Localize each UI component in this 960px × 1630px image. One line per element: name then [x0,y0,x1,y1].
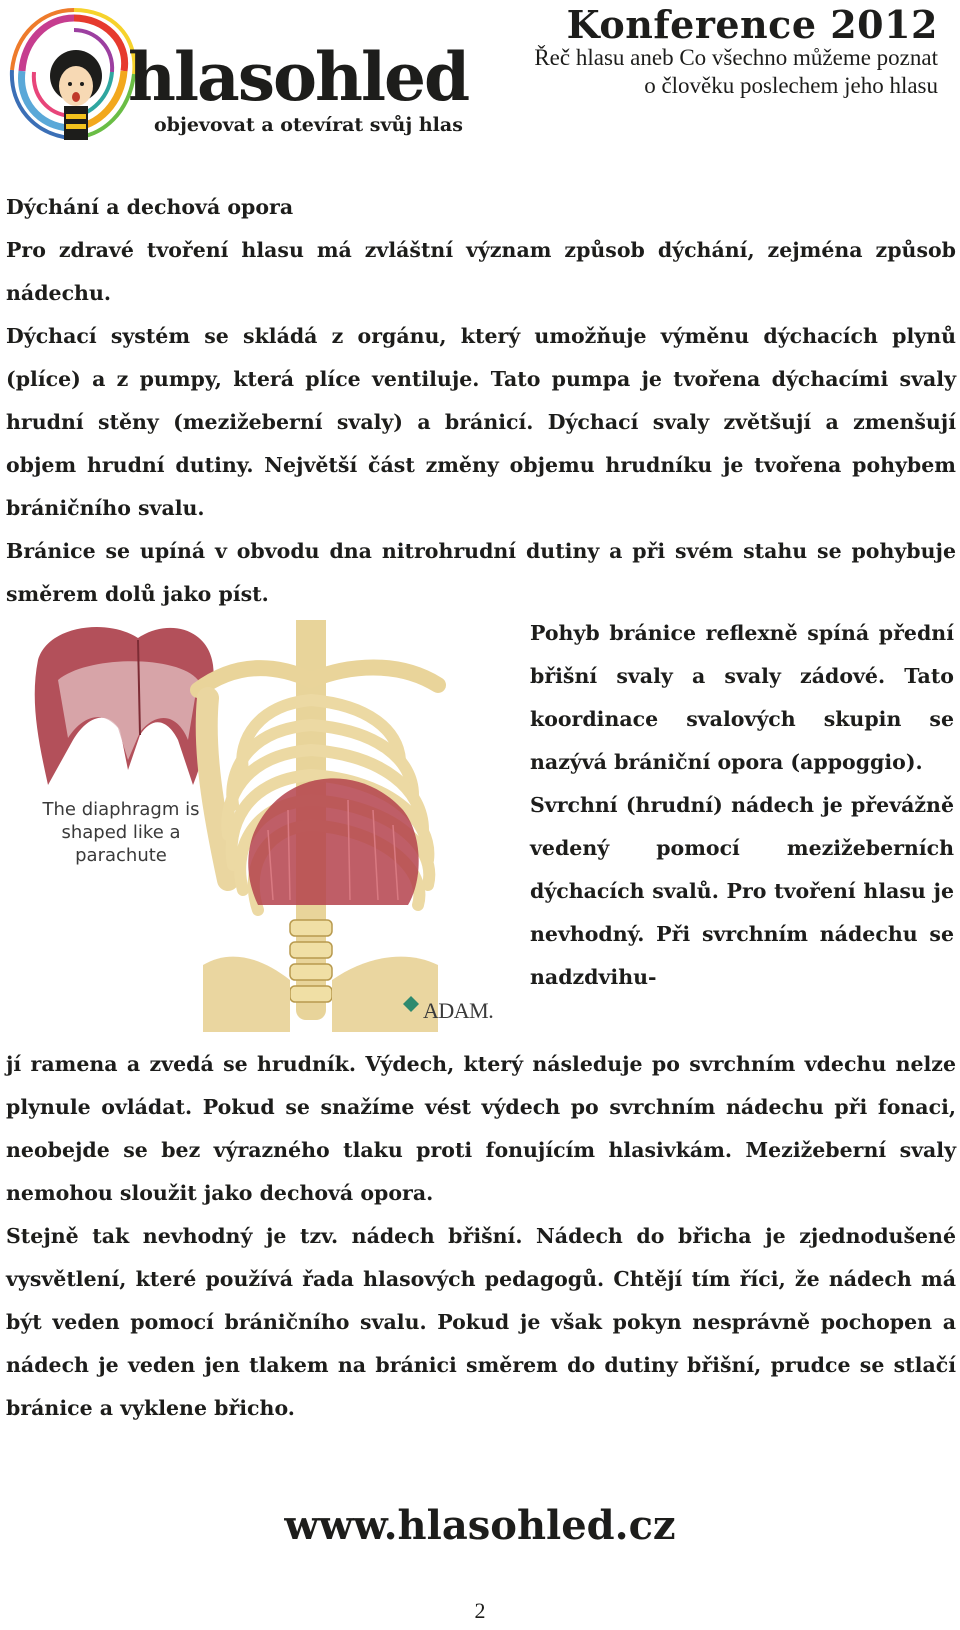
article-side-text [530,612,954,999]
footer-website-link[interactable]: www.hlasohled.cz [284,1502,676,1549]
ribcage-skeleton-icon [198,620,438,1032]
paragraph: Dýchací systém se skládá z orgánu, který umožňuje výměnu dýchacích plynů (plíce) a z pumpy, která plíce ventiluje. Tato pumpa je tvořena dýchacími svaly hrudní stěny (mezižeberní svaly) a bránicí. Dýchací svaly zvětšují a zmenšují objem hrudní dutiny. Největší část změny objemu hrudníku je tvořena pohybem bráničního svalu. [6,324,956,520]
article-top-text [6,186,956,616]
logo-tagline: objevovat a otevírat svůj hlas [154,114,463,136]
article-heading: Dýchání a dechová opora [6,195,294,219]
paragraph: Pohyb bránice reflexně spíná přední břišní svaly a svaly zádové. Tato koordinace svalových skupin se nazývá brániční opora (appoggio). [530,621,954,774]
logo-name: hlasohled [128,38,469,116]
paragraph: Pro zdravé tvoření hlasu má zvláštní význam způsob dýchání, zejména způsob nádechu. [6,238,956,305]
paragraph: jí ramena a zvedá se hrudník. Výdech, který následuje po svrchním vdechu nelze plynule ovládat. Pokud se snažíme vést výdech po svrchním nádechu při fonaci, neobejde se bez výrazného tlaku proti fonujícím hlasivkám. Mezižeberní svaly nemohou sloužit jako dechová opora. [6,1052,956,1205]
figure-credit: ADAM. [423,998,494,1023]
diaphragm-parachute-icon [35,627,214,785]
conference-subtitle: Řeč hlasu aneb Co všechno můžeme poznat o člověku poslechem jeho hlasu [534,45,938,98]
diaphragm-figure [28,620,518,1032]
conference-title: Konference 2012 [566,2,938,47]
paragraph: Stejně tak nevhodný je tzv. nádech břišní. Nádech do břicha je zjednodušené vysvětlení, které používá řada hlasových pedagogů. Chtějí tím říci, že nádech má být veden pomocí bráničního svalu. Pokud je však pokyn nesprávně pochopen a nádech je veden jen tlakem na bránici směrem do dutiny břišní, prudce se stlačí bránice a vyklene břicho. [6,1224,956,1420]
hlasohled-logo [4,6,474,146]
article-bottom-text [6,1043,956,1430]
paragraph: Bránice se upíná v obvodu dna nitrohrudní dutiny a při svém stahu se pohybuje směrem dolů jako píst. [6,539,956,606]
figure-caption: The diaphragm is shaped like a parachute [42,799,200,866]
page-number: 2 [474,1598,486,1623]
paragraph: Svrchní (hrudní) nádech je převážně vedený pomocí mezižeberních dýchacích svalů. Pro tvoření hlasu je nevhodný. Při svrchním nádechu se nadzdvihu- [530,793,954,989]
